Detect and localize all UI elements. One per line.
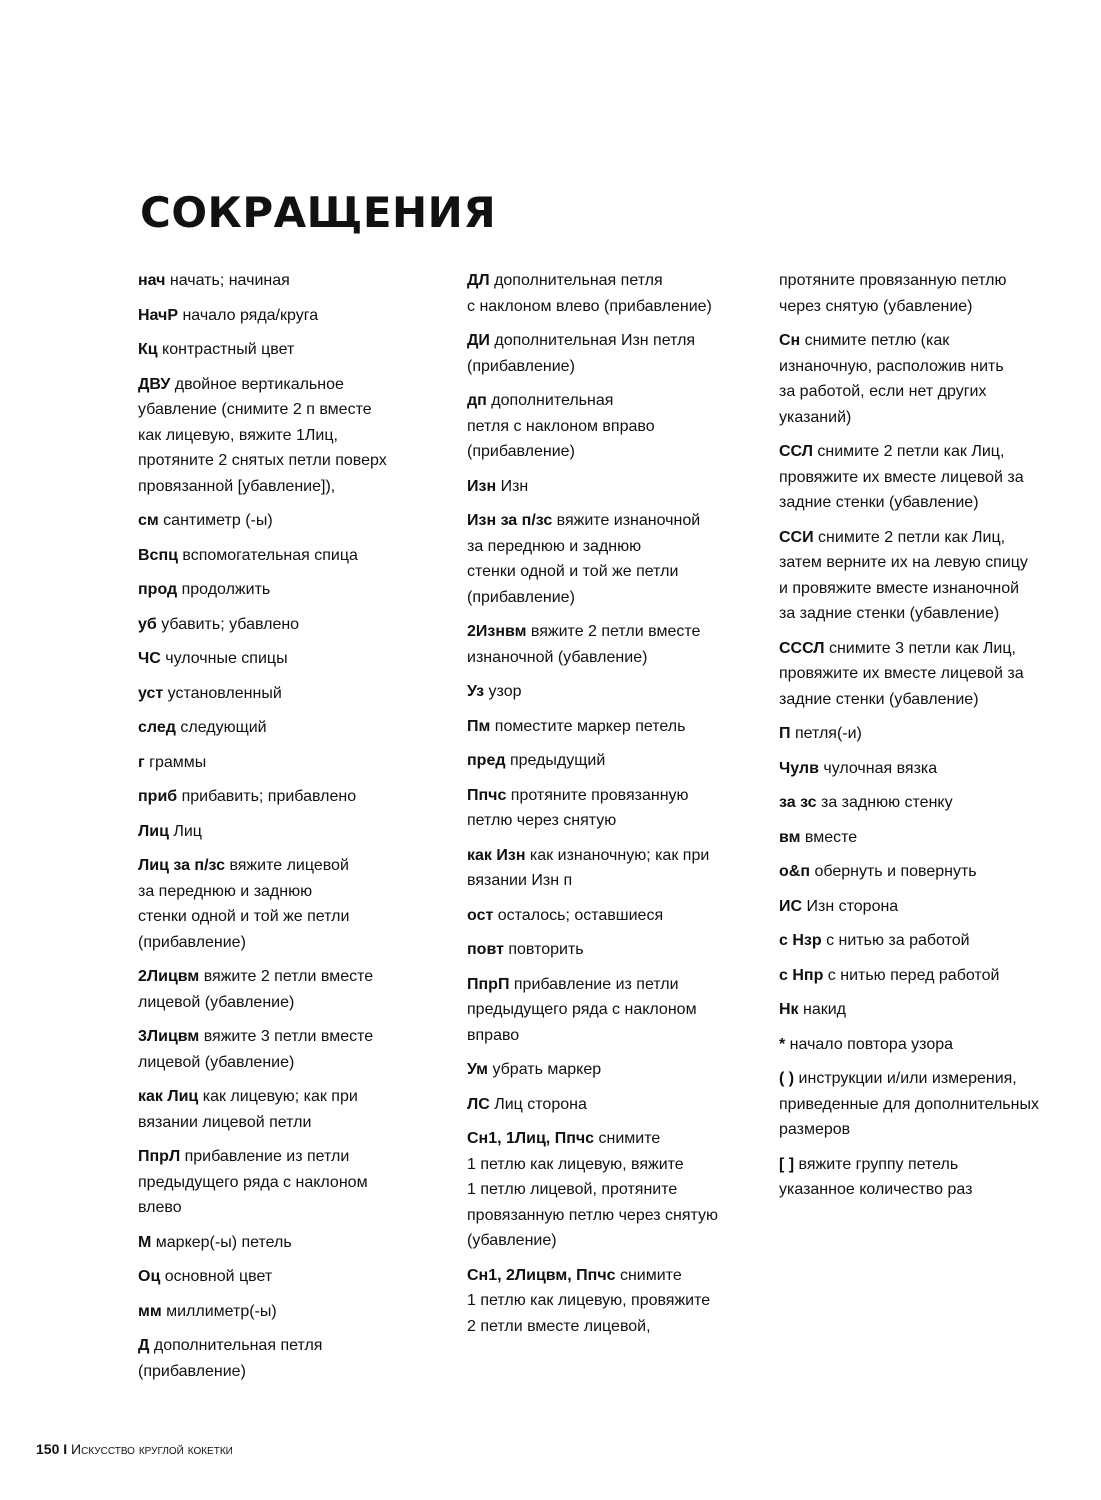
abbreviations-column-3 <box>779 268 1079 1212</box>
abbreviation-definition: за заднюю стенку <box>816 794 953 811</box>
abbreviation-term: ЛС <box>467 1095 490 1113</box>
abbreviation-definition: обернуть и повернуть <box>810 863 977 880</box>
abbreviation-term: Лиц <box>138 822 169 840</box>
abbreviation-definition: вяжите лицевой за переднюю и заднюю стенки одной и той же петли (прибавление) <box>138 857 350 951</box>
abbreviation-definition: основной цвет <box>160 1268 273 1285</box>
abbreviation-definition: вместе <box>800 828 858 846</box>
abbreviation-definition: осталось; оставшиеся <box>493 906 664 924</box>
abbreviation-definition: граммы <box>144 753 207 771</box>
abbreviation-entry <box>779 928 1079 954</box>
abbreviation-entry <box>467 1092 767 1118</box>
abbreviation-definition: как лицевую; как при вязании лицевой петли <box>138 1088 358 1131</box>
abbreviation-term: ДЛ <box>467 272 490 289</box>
abbreviation-entry <box>138 819 438 845</box>
abbreviation-entry <box>467 679 767 705</box>
abbreviation-entry <box>779 439 1079 516</box>
abbreviation-entry <box>138 1144 438 1221</box>
abbreviation-term: Пм <box>467 717 491 735</box>
abbreviation-definition: Лиц <box>168 822 202 840</box>
abbreviation-entry <box>138 577 438 603</box>
abbreviation-entry <box>138 784 438 810</box>
abbreviation-definition: дополнительная петля с наклоном влево (прибавление) <box>467 272 712 315</box>
abbreviation-term: 2Изнвм <box>467 623 527 640</box>
abbreviation-definition: дополнительная Изн петля (прибавление) <box>467 332 696 375</box>
abbreviation-entry <box>467 508 767 610</box>
abbreviation-definition: начало повтора узора <box>785 1035 954 1053</box>
abbreviation-definition: снимите 1 петлю как лицевую, вяжите 1 петлю лицевой, протяните провязанную петлю через снятую (убавление) <box>467 1130 719 1249</box>
abbreviation-term: Д <box>138 1337 150 1354</box>
abbreviation-definition: маркер(-ы) петель <box>151 1233 292 1251</box>
abbreviation-definition: чулочная вязка <box>818 759 938 777</box>
abbreviation-definition: вспомогательная спица <box>177 546 358 564</box>
abbreviation-term: с Нзр <box>779 932 822 949</box>
abbreviation-term: мм <box>138 1302 162 1320</box>
abbreviation-definition: вяжите 2 петли вместе изнаночной (убавление) <box>467 623 701 666</box>
abbreviation-entry <box>467 474 767 500</box>
abbreviation-entry <box>779 859 1079 885</box>
abbreviation-definition: снимите петлю (как изнаночную, расположив нить за работой, если нет других указаний) <box>779 332 1004 426</box>
abbreviation-entry <box>467 1057 767 1083</box>
abbreviation-entry <box>138 964 438 1015</box>
abbreviation-term: с Нпр <box>779 966 824 984</box>
abbreviation-definition: двойное вертикальное убавление (снимите 2 п вместе как лицевую, вяжите 1Лиц, протяните 2 снятых петли поверх провязанной [убавление]), <box>138 375 387 495</box>
abbreviation-definition: с нитью перед работой <box>823 966 1000 984</box>
abbreviation-term: ДВУ <box>138 375 171 393</box>
abbreviation-definition: чулочные спицы <box>160 650 288 667</box>
abbreviation-definition: убавить; убавлено <box>156 615 300 633</box>
abbreviation-entry <box>138 1230 438 1256</box>
abbreviation-term: 2Лицвм <box>138 968 200 985</box>
abbreviation-definition: миллиметр(-ы) <box>161 1302 277 1320</box>
abbreviation-entry <box>138 1299 438 1325</box>
abbreviation-term: пред <box>467 752 506 769</box>
abbreviation-term: как Изн <box>467 846 526 864</box>
abbreviation-term: как Лиц <box>138 1088 199 1105</box>
abbreviation-definition: вяжите 3 петли вместе лицевой (убавление) <box>138 1028 374 1071</box>
abbreviation-entry <box>779 721 1079 747</box>
abbreviation-term: Вспц <box>138 546 178 564</box>
footer-separator: I <box>63 1441 68 1457</box>
abbreviation-term: Оц <box>138 1268 161 1285</box>
abbreviation-entry <box>779 894 1079 920</box>
abbreviation-definition: следующий <box>175 719 267 736</box>
abbreviation-definition: Лиц сторона <box>489 1095 587 1113</box>
abbreviation-entry <box>138 1333 438 1384</box>
abbreviation-entry <box>779 825 1079 851</box>
abbreviation-term: Чулв <box>779 759 819 777</box>
abbreviation-entry <box>138 853 438 955</box>
abbreviation-term: приб <box>138 788 178 805</box>
page-title: СОКРАЩЕНИЯ <box>140 188 497 237</box>
abbreviation-entry <box>138 268 438 294</box>
abbreviation-term: Нк <box>779 1001 799 1018</box>
abbreviation-entry <box>467 328 767 379</box>
abbreviation-term: Ум <box>467 1061 488 1078</box>
abbreviation-entry <box>467 388 767 465</box>
abbreviation-term: след <box>138 719 176 736</box>
abbreviation-entry <box>138 508 438 534</box>
abbreviation-term: прод <box>138 581 178 598</box>
abbreviation-entry <box>467 843 767 894</box>
abbreviation-term: о&п <box>779 863 810 880</box>
abbreviation-entry <box>138 646 438 672</box>
abbreviation-entry <box>467 783 767 834</box>
abbreviation-term: [ ] <box>779 1155 795 1173</box>
abbreviation-definition: поместите маркер петель <box>490 717 686 735</box>
abbreviation-definition: снимите 2 петли как Лиц, затем верните их на левую спицу и провяжите вместе изнаночной за задние стенки (убавление) <box>779 528 1028 622</box>
abbreviation-term: 3Лицвм <box>138 1028 200 1045</box>
abbreviations-column-1 <box>138 268 438 1393</box>
abbreviation-entry <box>779 328 1079 430</box>
abbreviation-term: г <box>138 753 145 771</box>
abbreviation-entry <box>467 937 767 963</box>
abbreviation-definition: начало ряда/круга <box>178 306 319 324</box>
abbreviation-entry <box>779 790 1079 816</box>
abbreviation-term: за зс <box>779 794 817 811</box>
abbreviation-definition: сантиметр (-ы) <box>158 512 273 529</box>
abbreviation-definition: протяните провязанную петлю через снятую <box>467 786 689 829</box>
abbreviation-definition: предыдущий <box>505 752 606 769</box>
page-number: 150 <box>36 1441 60 1457</box>
abbreviation-term: Изн <box>467 477 497 495</box>
abbreviation-term: дп <box>467 392 487 409</box>
abbreviation-term: Сн <box>779 332 801 349</box>
abbreviation-entry <box>779 268 1079 319</box>
abbreviation-entry <box>779 1032 1079 1058</box>
abbreviation-term: ИС <box>779 897 803 915</box>
abbreviation-entry <box>467 903 767 929</box>
abbreviation-definition: дополнительная петля (прибавление) <box>138 1337 323 1380</box>
abbreviation-term: ЧС <box>138 650 161 667</box>
abbreviation-definition: как изнаночную; как при вязании Изн п <box>467 846 710 889</box>
abbreviation-definition: накид <box>798 1001 847 1018</box>
abbreviation-term: НачР <box>138 306 179 324</box>
abbreviation-definition: установленный <box>163 684 282 702</box>
abbreviation-entry <box>467 1126 767 1254</box>
abbreviation-entry <box>779 1152 1079 1203</box>
abbreviation-definition: повторить <box>503 941 584 958</box>
abbreviation-definition: протяните провязанную петлю через снятую (убавление) <box>779 272 1007 315</box>
abbreviation-definition: инструкции и/или измерения, приведенные для дополнительных размеров <box>779 1070 1039 1138</box>
abbreviation-term: Ппчс <box>467 786 507 804</box>
abbreviation-term: повт <box>467 941 504 958</box>
abbreviation-term: Сн1, 1Лиц, Ппчс <box>467 1130 595 1147</box>
abbreviation-entry <box>779 525 1079 627</box>
abbreviation-entry <box>138 681 438 707</box>
abbreviation-definition: продолжить <box>177 581 271 598</box>
abbreviation-term: ост <box>467 906 494 924</box>
abbreviation-definition: прибавление из петли предыдущего ряда с наклоном влево <box>138 1148 368 1216</box>
abbreviation-entry <box>138 1084 438 1135</box>
abbreviation-entry <box>467 1263 767 1340</box>
book-title: Искусство круглой кокетки <box>71 1441 233 1457</box>
abbreviation-term: ДИ <box>467 332 490 349</box>
abbreviation-term: нач <box>138 272 166 289</box>
abbreviation-definition: прибавление из петли предыдущего ряда с наклоном вправо <box>467 975 697 1044</box>
abbreviation-definition: убрать маркер <box>488 1061 602 1078</box>
abbreviation-entry <box>467 268 767 319</box>
abbreviation-entry <box>138 303 438 329</box>
abbreviation-term: уст <box>138 684 164 702</box>
abbreviation-entry <box>779 963 1079 989</box>
abbreviation-entry <box>779 636 1079 713</box>
abbreviation-term: П <box>779 725 791 742</box>
page-footer <box>36 1441 233 1457</box>
abbreviations-column-2 <box>467 268 767 1348</box>
abbreviation-definition: петля(-и) <box>790 725 862 742</box>
abbreviation-entry <box>138 612 438 638</box>
abbreviation-term: ПпрЛ <box>138 1148 181 1165</box>
abbreviation-entry <box>467 972 767 1049</box>
abbreviation-entry <box>467 619 767 670</box>
abbreviation-entry <box>467 714 767 740</box>
abbreviation-definition: Изн сторона <box>802 897 899 915</box>
abbreviation-term: Уз <box>467 683 485 700</box>
abbreviation-definition: снимите 1 петлю как лицевую, провяжите 2 петли вместе лицевой, <box>467 1266 711 1335</box>
abbreviation-term: вм <box>779 828 801 846</box>
abbreviation-definition: Изн <box>496 477 529 495</box>
abbreviation-term: СССЛ <box>779 639 825 657</box>
abbreviation-definition: прибавить; прибавлено <box>177 788 357 805</box>
abbreviation-term: * <box>779 1035 786 1053</box>
abbreviation-definition: дополнительная петля с наклоном вправо (прибавление) <box>467 392 655 460</box>
abbreviation-term: ПпрП <box>467 975 510 993</box>
abbreviation-entry <box>138 1264 438 1290</box>
abbreviation-term: Кц <box>138 341 158 358</box>
abbreviation-definition: вяжите изнаночной за переднюю и заднюю стенки одной и той же петли (прибавление) <box>467 512 701 606</box>
abbreviation-definition: начать; начиная <box>165 272 290 289</box>
abbreviation-term: Изн за п/зс <box>467 512 553 529</box>
abbreviation-term: см <box>138 512 159 529</box>
abbreviation-term: уб <box>138 615 157 633</box>
abbreviation-term: ( ) <box>779 1070 795 1087</box>
abbreviation-entry <box>138 1024 438 1075</box>
abbreviation-entry <box>138 337 438 363</box>
abbreviation-entry <box>138 372 438 500</box>
abbreviation-entry <box>467 748 767 774</box>
abbreviation-entry <box>779 1066 1079 1143</box>
abbreviation-term: Сн1, 2Лицвм, Ппчс <box>467 1266 616 1284</box>
abbreviation-definition: узор <box>484 683 522 700</box>
abbreviation-term: М <box>138 1233 152 1251</box>
abbreviation-definition: вяжите группу петель указанное количество раз <box>779 1155 973 1198</box>
abbreviation-definition: вяжите 2 петли вместе лицевой (убавление) <box>138 968 374 1011</box>
abbreviation-definition: контрастный цвет <box>157 341 295 358</box>
abbreviation-definition: снимите 2 петли как Лиц, провяжите их вместе лицевой за задние стенки (убавление) <box>779 443 1024 511</box>
abbreviation-entry <box>779 997 1079 1023</box>
abbreviation-term: ССИ <box>779 528 814 546</box>
abbreviation-entry <box>779 756 1079 782</box>
abbreviation-entry <box>138 543 438 569</box>
abbreviation-definition: снимите 3 петли как Лиц, провяжите их вместе лицевой за задние стенки (убавление) <box>779 639 1024 708</box>
abbreviation-entry <box>138 715 438 741</box>
abbreviation-entry <box>138 750 438 776</box>
abbreviation-term: Лиц за п/зс <box>138 857 225 874</box>
abbreviation-term: ССЛ <box>779 443 813 460</box>
abbreviation-definition: с нитью за работой <box>821 932 970 949</box>
